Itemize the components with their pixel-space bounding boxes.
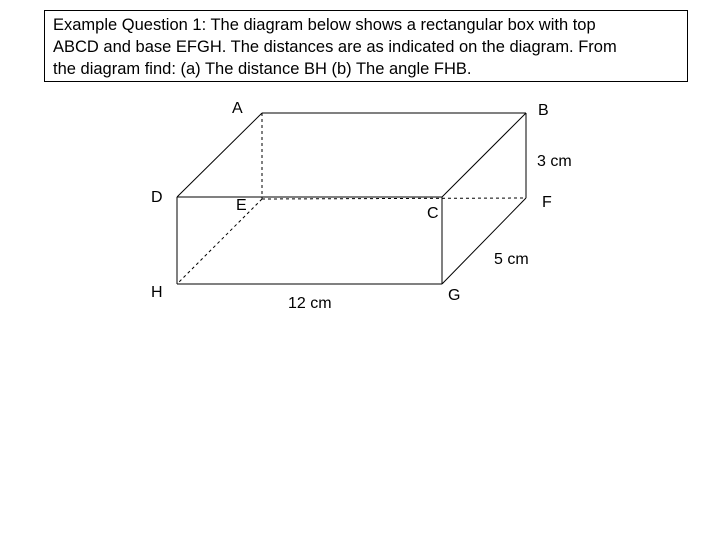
hidden-edge-E-H	[177, 199, 262, 284]
height-measurement-label: 3 cm	[537, 153, 572, 170]
question-line-3: the diagram find: (a) The distance BH (b) The angle FHB.	[53, 60, 472, 78]
vertex-label-D: D	[151, 189, 163, 206]
edge-F-G	[442, 198, 526, 284]
width-measurement-label: 5 cm	[494, 251, 529, 268]
vertex-label-G: G	[448, 287, 461, 304]
edge-A-D	[177, 113, 262, 197]
length-measurement-label: 12 cm	[288, 295, 332, 312]
vertex-label-B: B	[538, 102, 549, 119]
vertex-label-C: C	[427, 205, 439, 222]
vertex-label-E: E	[236, 197, 247, 214]
hidden-edge-E-F	[262, 198, 526, 199]
vertex-label-H: H	[151, 284, 163, 301]
question-line-1: Example Question 1: The diagram below shows a rectangular box with top	[53, 16, 596, 34]
vertex-label-F: F	[542, 194, 552, 211]
question-line-2: ABCD and base EFGH. The distances are as indicated on the diagram. From	[53, 38, 617, 56]
edge-B-C	[442, 113, 526, 197]
vertex-label-A: A	[232, 100, 243, 117]
